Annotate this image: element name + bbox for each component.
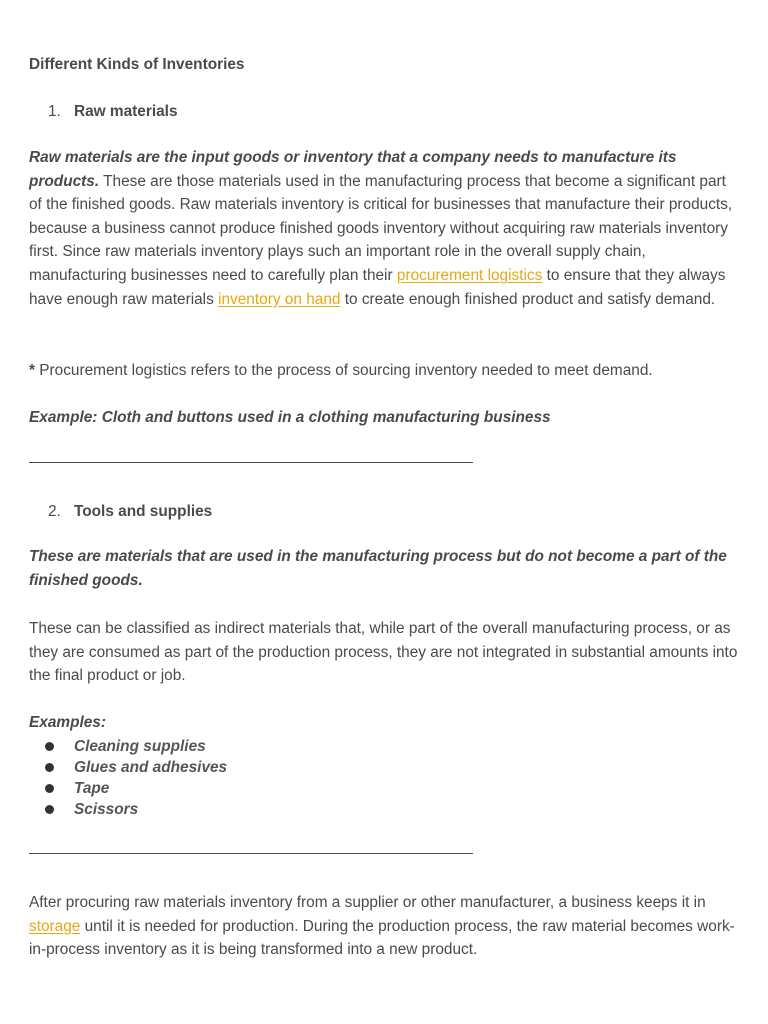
divider-2 bbox=[29, 853, 473, 854]
section-2-title: Tools and supplies bbox=[74, 503, 213, 520]
section-2-body: These can be classified as indirect materials that, while part of the overall manufacturing process, or as they are consumed as part of the production process, they are not integrated in substantial amounts into the final product or job. bbox=[29, 620, 738, 685]
bullet-icon bbox=[45, 784, 54, 793]
examples-label: Examples: bbox=[29, 714, 106, 731]
section-1-heading bbox=[48, 100, 178, 124]
procurement-note bbox=[29, 359, 741, 383]
divider-1 bbox=[29, 462, 473, 463]
section-1-text-c: to create enough finished product and satisfy demand. bbox=[340, 290, 716, 308]
bullet-icon bbox=[45, 763, 54, 772]
closing-text-a: After procuring raw materials inventory from a supplier or other manufacturer, a business keeps it in bbox=[29, 894, 706, 911]
storage-link[interactable]: storage bbox=[29, 917, 81, 935]
section-1-lead: Raw materials are the input goods or inventory that a company needs to manufacture its products. bbox=[29, 149, 677, 190]
section-1-text-b: to ensure that they always have enough raw materials bbox=[29, 266, 726, 308]
inventory-on-hand-link[interactable]: inventory on hand bbox=[218, 290, 341, 308]
bullet-icon bbox=[45, 805, 54, 814]
section-1-text-a: These are those materials used in the manufacturing process that become a significant part of the finished goods. Raw materials inventory is critical for businesses that manufacture their products, because a business cannot produce finished goods inventory without acquiring raw materials inventory first. Since raw materials inventory plays such an important role in the overall supply chain, manufacturing businesses need to carefully plan their bbox=[29, 172, 733, 284]
closing-text-b: until it is needed for production. During the production process, the raw material becomes work-in-process inventory as it is being transformed into a new product. bbox=[29, 917, 735, 959]
bullet-icon bbox=[45, 742, 54, 751]
list-item: Scissors bbox=[29, 799, 227, 820]
section-1-paragraph bbox=[29, 146, 741, 311]
page-heading: Different Kinds of Inventories bbox=[29, 56, 245, 73]
section-2-number: 2. bbox=[48, 503, 61, 520]
section-1-number: 1. bbox=[48, 103, 61, 120]
note-text: Procurement logistics refers to the process of sourcing inventory needed to meet demand. bbox=[35, 362, 653, 379]
section-1-title: Raw materials bbox=[74, 103, 178, 120]
section-2-heading bbox=[48, 500, 212, 524]
list-item: Tape bbox=[29, 778, 227, 799]
closing-paragraph bbox=[29, 891, 741, 962]
list-item: Cleaning supplies bbox=[29, 736, 227, 757]
section-2-lead: These are materials that are used in the manufacturing process but do not become a part of the finished goods. bbox=[29, 548, 727, 589]
procurement-logistics-link[interactable]: procurement logistics bbox=[396, 266, 543, 284]
list-item: Glues and adhesives bbox=[29, 757, 227, 778]
examples-list bbox=[29, 736, 227, 820]
section-1-example: Example: Cloth and buttons used in a clothing manufacturing business bbox=[29, 409, 551, 426]
note-asterisk: * bbox=[29, 362, 35, 379]
